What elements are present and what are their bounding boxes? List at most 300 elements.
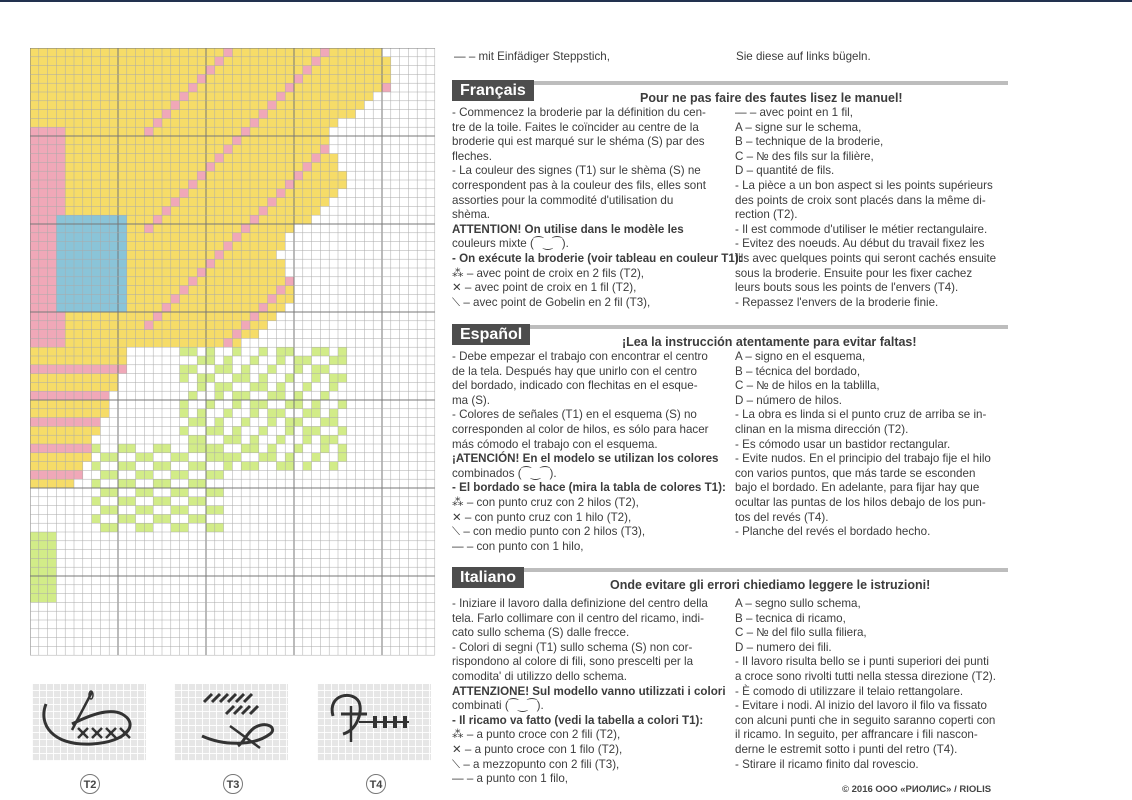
chart-cell (144, 215, 153, 224)
chart-cell (48, 136, 57, 145)
chart-cell (83, 321, 92, 330)
chart-cell (136, 136, 145, 145)
instruction-line: broderie qui est marqué sur le shéma (S) par des (452, 135, 705, 149)
chart-cell (285, 171, 294, 180)
chart-cell (144, 171, 153, 180)
chart-cell (320, 444, 329, 453)
chart-cell (48, 426, 57, 435)
chart-cell (320, 435, 329, 444)
chart-cell (48, 391, 57, 400)
chart-cell (241, 57, 250, 66)
chart-cell (303, 118, 312, 127)
chart-cell (338, 74, 347, 83)
chart-cell (259, 286, 268, 295)
chart-cell (100, 110, 109, 119)
instruction-line: bajo el bordado. En adelante, para fijar hay que (735, 481, 980, 495)
chart-cell (259, 453, 268, 462)
chart-cell (127, 444, 136, 453)
chart-cell (83, 57, 92, 66)
chart-cell (48, 215, 57, 224)
chart-cell (48, 444, 57, 453)
chart-cell (320, 136, 329, 145)
chart-cell (232, 435, 241, 444)
chart-cell (197, 162, 206, 171)
chart-cell (48, 92, 57, 101)
chart-cell (294, 171, 303, 180)
chart-cell (250, 224, 259, 233)
chart-cell (303, 215, 312, 224)
chart-cell (65, 426, 74, 435)
chart-cell (276, 277, 285, 286)
chart-cell (171, 233, 180, 242)
chart-cell (250, 242, 259, 251)
chart-cell (39, 426, 48, 435)
chart-cell (74, 154, 83, 163)
chart-cell (215, 391, 224, 400)
chart-cell (92, 154, 101, 163)
chart-cell (206, 154, 215, 163)
chart-cell (30, 294, 39, 303)
chart-cell (329, 74, 338, 83)
chart-cell (250, 444, 259, 453)
chart-cell (215, 57, 224, 66)
chart-cell (136, 488, 145, 497)
chart-cell (100, 242, 109, 251)
chart-cell (224, 409, 233, 418)
chart-cell (382, 57, 391, 66)
chart-cell (285, 154, 294, 163)
chart-cell (215, 312, 224, 321)
chart-cell (197, 48, 206, 57)
chart-cell (39, 224, 48, 233)
chart-cell (206, 92, 215, 101)
chart-cell (136, 242, 145, 251)
chart-cell (206, 470, 215, 479)
instruction-line: A – signe sur le schema, (735, 120, 862, 134)
chart-cell (206, 374, 215, 383)
chart-cell (285, 136, 294, 145)
chart-cell (188, 514, 197, 523)
chart-cell (232, 180, 241, 189)
chart-cell (188, 497, 197, 506)
chart-cell (320, 74, 329, 83)
chart-cell (127, 277, 136, 286)
chart-cell (162, 57, 171, 66)
chart-cell (30, 365, 39, 374)
chart-cell (74, 330, 83, 339)
chart-cell (118, 48, 127, 57)
chart-cell (294, 215, 303, 224)
chart-cell (127, 330, 136, 339)
chart-cell (48, 453, 57, 462)
instruction-line: ⁂ – con punto cruz con 2 hilos (T2), (452, 495, 639, 509)
chart-cell (162, 74, 171, 83)
instruction-line: - Iniziare il lavoro dalla definizione del centro della (452, 597, 708, 610)
chart-cell (56, 479, 65, 488)
chart-cell (197, 145, 206, 154)
chart-cell (153, 136, 162, 145)
chart-cell (180, 162, 189, 171)
chart-cell (153, 101, 162, 110)
chart-cell (338, 101, 347, 110)
chart-cell (92, 189, 101, 198)
chart-cell (250, 57, 259, 66)
chart-cell (320, 347, 329, 356)
chart-cell (127, 136, 136, 145)
chart-cell (144, 294, 153, 303)
chart-cell (30, 338, 39, 347)
chart-cell (197, 330, 206, 339)
chart-cell (224, 136, 233, 145)
chart-cell (74, 435, 83, 444)
chart-cell (232, 426, 241, 435)
chart-cell (294, 189, 303, 198)
chart-cell (294, 154, 303, 163)
chart-cell (180, 224, 189, 233)
chart-cell (312, 400, 321, 409)
chart-cell (232, 453, 241, 462)
chart-cell (250, 206, 259, 215)
chart-cell (74, 127, 83, 136)
chart-cell (109, 224, 118, 233)
chart-cell (171, 506, 180, 515)
chart-cell (83, 136, 92, 145)
chart-cell (118, 250, 127, 259)
chart-cell (329, 83, 338, 92)
chart-cell (180, 347, 189, 356)
chart-cell (92, 514, 101, 523)
instruction-line: fleches. (452, 149, 492, 163)
chart-cell (153, 294, 162, 303)
chart-cell (268, 171, 277, 180)
chart-cell (118, 189, 127, 198)
chart-cell (48, 338, 57, 347)
chart-cell (48, 233, 57, 242)
chart-cell (39, 250, 48, 259)
chart-cell (109, 74, 118, 83)
chart-cell (268, 92, 277, 101)
chart-cell (39, 215, 48, 224)
chart-cell (39, 400, 48, 409)
chart-cell (197, 118, 206, 127)
chart-cell (206, 57, 215, 66)
chart-cell (285, 347, 294, 356)
chart-cell (197, 338, 206, 347)
chart-cell (285, 418, 294, 427)
chart-cell (268, 48, 277, 57)
section-subtitle-it: Onde evitare gli errori chiediamo leggere le istruzioni! (610, 578, 931, 592)
chart-cell (294, 118, 303, 127)
chart-cell (30, 162, 39, 171)
chart-cell (294, 57, 303, 66)
chart-cell (30, 101, 39, 110)
chart-cell (206, 118, 215, 127)
chart-cell (92, 312, 101, 321)
chart-cell (329, 110, 338, 119)
instruction-line: — – avec point en 1 fil, (735, 106, 853, 119)
chart-cell (180, 488, 189, 497)
chart-cell (241, 74, 250, 83)
chart-cell (92, 242, 101, 251)
chart-cell (48, 541, 57, 550)
section-title-it: Italiano (452, 567, 524, 588)
chart-cell (109, 286, 118, 295)
instruction-line: il ricamo. In seguito, per affrancare i fili nascon- (735, 728, 978, 742)
chart-cell (56, 462, 65, 471)
chart-cell (224, 66, 233, 75)
chart-cell (276, 162, 285, 171)
chart-cell (136, 180, 145, 189)
chart-cell (241, 66, 250, 75)
chart-cell (338, 356, 347, 365)
chart-cell (241, 250, 250, 259)
chart-cell (100, 171, 109, 180)
instruction-line: fils avec quelques points qui seront cachés ensuite (735, 251, 997, 265)
chart-cell (74, 312, 83, 321)
chart-cell (127, 250, 136, 259)
chart-cell (30, 198, 39, 207)
chart-cell (241, 48, 250, 57)
chart-cell (153, 162, 162, 171)
chart-cell (30, 268, 39, 277)
chart-cell (153, 145, 162, 154)
chart-cell (268, 83, 277, 92)
chart-cell (83, 294, 92, 303)
instruction-line: - Repassez l'envers de la broderie finie. (735, 295, 939, 309)
chart-cell (30, 180, 39, 189)
chart-cell (48, 268, 57, 277)
chart-cell (206, 171, 215, 180)
chart-cell (48, 374, 57, 383)
chart-cell (109, 453, 118, 462)
chart-cell (206, 356, 215, 365)
chart-cell (100, 101, 109, 110)
chart-cell (30, 136, 39, 145)
chart-cell (65, 92, 74, 101)
chart-cell (329, 101, 338, 110)
chart-cell (232, 391, 241, 400)
chart-cell (100, 48, 109, 57)
chart-cell (136, 303, 145, 312)
instruction-line: - Commencez la broderie par la définition du cen- (452, 106, 706, 119)
chart-cell (83, 242, 92, 251)
chart-cell (118, 347, 127, 356)
chart-cell (312, 83, 321, 92)
chart-cell (127, 242, 136, 251)
chart-cell (100, 488, 109, 497)
chart-cell (180, 400, 189, 409)
chart-cell (48, 162, 57, 171)
chart-cell (127, 101, 136, 110)
chart-cell (224, 206, 233, 215)
chart-cell (74, 118, 83, 127)
chart-cell (285, 198, 294, 207)
chart-cell (268, 391, 277, 400)
chart-cell (347, 48, 356, 57)
chart-cell (65, 74, 74, 83)
chart-cell (100, 303, 109, 312)
chart-cell (74, 277, 83, 286)
chart-cell (312, 154, 321, 163)
chart-cell (65, 162, 74, 171)
chart-cell (118, 497, 127, 506)
chart-cell (373, 74, 382, 83)
chart-cell (30, 532, 39, 541)
chart-cell (30, 321, 39, 330)
chart-cell (109, 488, 118, 497)
chart-cell (232, 92, 241, 101)
chart-cell (285, 74, 294, 83)
chart-cell (83, 338, 92, 347)
chart-cell (127, 215, 136, 224)
chart-cell (127, 74, 136, 83)
chart-cell (136, 66, 145, 75)
chart-cell (92, 338, 101, 347)
chart-cell (250, 66, 259, 75)
chart-cell (109, 347, 118, 356)
chart-cell (215, 180, 224, 189)
section-rule (452, 568, 1008, 572)
chart-cell (250, 74, 259, 83)
chart-cell (259, 180, 268, 189)
chart-cell (285, 462, 294, 471)
chart-cell (83, 215, 92, 224)
chart-cell (30, 558, 39, 567)
chart-cell (109, 303, 118, 312)
chart-cell (65, 215, 74, 224)
chart-cell (83, 409, 92, 418)
chart-cell (180, 180, 189, 189)
chart-cell (250, 321, 259, 330)
chart-cell (74, 374, 83, 383)
chart-cell (65, 444, 74, 453)
chart-cell (294, 356, 303, 365)
chart-cell (83, 145, 92, 154)
chart-cell (259, 110, 268, 119)
chart-cell (39, 303, 48, 312)
chart-cell (65, 303, 74, 312)
chart-cell (197, 233, 206, 242)
chart-cell (285, 118, 294, 127)
chart-cell (180, 110, 189, 119)
chart-cell (188, 435, 197, 444)
chart-cell (100, 198, 109, 207)
chart-cell (224, 330, 233, 339)
chart-cell (144, 224, 153, 233)
chart-cell (92, 330, 101, 339)
chart-cell (118, 462, 127, 471)
chart-cell (118, 224, 127, 233)
chart-cell (250, 294, 259, 303)
instruction-line: C – № del filo sulla filiera, (735, 626, 867, 640)
chart-cell (65, 268, 74, 277)
chart-cell (250, 48, 259, 57)
chart-cell (74, 286, 83, 295)
chart-cell (65, 180, 74, 189)
chart-cell (188, 92, 197, 101)
chart-cell (65, 171, 74, 180)
chart-cell (188, 154, 197, 163)
chart-cell (83, 444, 92, 453)
chart-cell (100, 330, 109, 339)
chart-cell (347, 57, 356, 66)
chart-cell (215, 418, 224, 427)
instruction-line: des points de croix sont placés dans la même di- (735, 193, 986, 207)
chart-cell (92, 110, 101, 119)
chart-cell (74, 356, 83, 365)
chart-cell (259, 198, 268, 207)
section-rule (452, 325, 1008, 329)
chart-cell (294, 66, 303, 75)
chart-cell (224, 312, 233, 321)
chart-cell (65, 250, 74, 259)
chart-cell (74, 215, 83, 224)
chart-cell (206, 250, 215, 259)
instruction-line: ⟍ – a mezzopunto con 2 fili (T3), (452, 757, 620, 771)
chart-cell (329, 356, 338, 365)
chart-cell (303, 83, 312, 92)
chart-cell (250, 312, 259, 321)
chart-cell (74, 162, 83, 171)
chart-cell (232, 330, 241, 339)
chart-cell (109, 259, 118, 268)
chart-cell (109, 365, 118, 374)
instruction-line: - La pièce a un bon aspect si les points supérieurs (735, 178, 993, 192)
chart-cell (382, 83, 391, 92)
chart-cell (39, 532, 48, 541)
chart-cell (127, 321, 136, 330)
chart-cell (162, 180, 171, 189)
chart-cell (100, 286, 109, 295)
chart-cell (153, 215, 162, 224)
chart-cell (83, 250, 92, 259)
instruction-line: B – técnica del bordado, (735, 364, 861, 378)
half-stitch-needle-diagram-icon (174, 684, 288, 761)
chart-cell (109, 321, 118, 330)
chart-cell (92, 462, 101, 471)
chart-cell (118, 162, 127, 171)
chart-cell (162, 479, 171, 488)
chart-cell (153, 277, 162, 286)
chart-cell (100, 162, 109, 171)
chart-cell (268, 136, 277, 145)
chart-cell (197, 224, 206, 233)
chart-cell (100, 338, 109, 347)
chart-cell (144, 470, 153, 479)
chart-cell (39, 171, 48, 180)
chart-cell (65, 435, 74, 444)
instruction-line: sous la broderie. Ensuite pour les fixer cachez (735, 266, 973, 280)
chart-cell (215, 136, 224, 145)
chart-cell (39, 479, 48, 488)
chart-cell (109, 330, 118, 339)
chart-cell (83, 162, 92, 171)
chart-cell (197, 409, 206, 418)
chart-cell (56, 250, 65, 259)
chart-cell (162, 259, 171, 268)
chart-cell (144, 118, 153, 127)
chart-cell (232, 101, 241, 110)
chart-cell (162, 110, 171, 119)
chart-cell (188, 198, 197, 207)
chart-cell (188, 444, 197, 453)
chart-cell (232, 154, 241, 163)
chart-cell (268, 233, 277, 242)
chart-cell (109, 215, 118, 224)
chart-cell (206, 400, 215, 409)
chart-cell (48, 48, 57, 57)
chart-cell (30, 330, 39, 339)
